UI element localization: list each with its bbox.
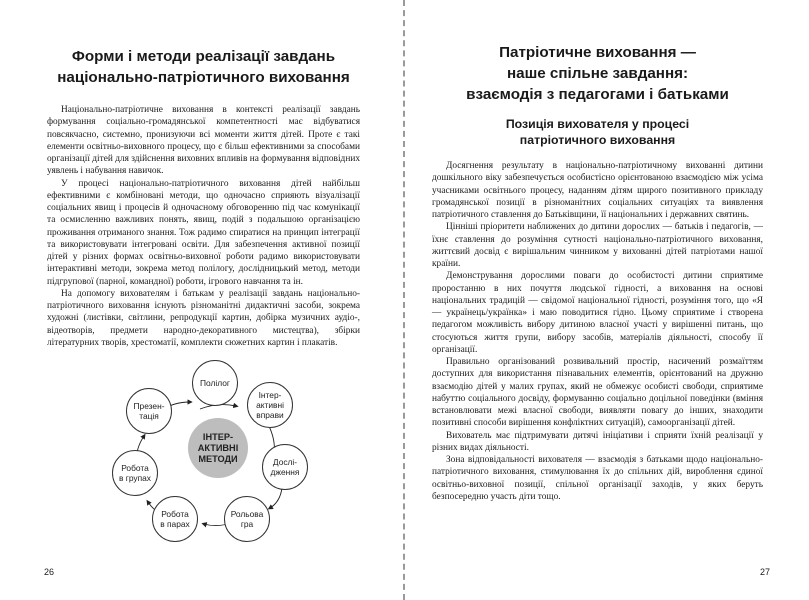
node-label: Рольова гра — [230, 508, 264, 529]
right-paragraph-6: Зона відповідальності вихователя — взаємодія з батьками щодо національно-патріотичного виховання, стимулювання їх до спільних дій, вироблення єдиної освітньо-виховної позиції, спільної організації заходів, у яких беруть безпосередню участь діти тощо. — [432, 455, 763, 502]
left-page-title — [47, 46, 360, 88]
interactive-methods-diagram — [100, 362, 320, 544]
right-paragraph-2: Цінніші пріоритети наближених до дитини дорослих — батьків і педагогів, — їхнє ставлення до розуміння сутності національно-патріотичного виховання, життєвий досвід є вирішальним чинником у вихованні дітей патріотами нашої країни. — [432, 222, 763, 269]
right-paragraph-3: Демонстрування дорослими поваги до особистості дитини сприятиме проростанню в них почуття людської гідності, а виховання на основі національних традицій — свідомої національної гідності, розуміння того, що «Я — українець/українка» і маю поводитися гідно. Цьому сприятиме і створена педагогом можливість вибору дитиною власної участі у вирішенні питань, що стосуються життя групи, вибору засобів, матеріалів діяльності, способу її організації. — [432, 271, 763, 355]
right-title-line-2: наше спільне завдання: — [506, 65, 689, 82]
subtitle-line-2: патріотичного виховання — [519, 133, 676, 147]
right-paragraph-5: Вихователь має підтримувати дитячі ініціативи і сприяти їхній реалізації у різних видах діяльності. — [432, 430, 763, 453]
node-research — [262, 444, 308, 490]
right-page-number: 27 — [760, 567, 771, 577]
left-page-number: 26 — [44, 567, 55, 577]
node-interactive-exercises — [247, 382, 293, 428]
right-page — [405, 0, 809, 600]
node-polilog — [192, 360, 238, 406]
node-label: Інтер- активні вправи — [256, 389, 284, 421]
node-label: Презен- тація — [133, 400, 165, 421]
subtitle-line-1: Позиція вихователя у процесі — [505, 117, 690, 131]
node-presentation — [126, 388, 172, 434]
center-node-label: ІНТЕР- АКТИВНІ МЕТОДИ — [197, 431, 239, 464]
node-label: Робота в парах — [160, 508, 190, 529]
left-paragraph-2: У процесі національно-патріотичного виховання дітей найбільш ефективними є комбіновані методи, що одночасно сприяють візуалізації соціальних явищ і процесів й одночасному обговоренню під час комунікації та осмисленню важливих понять, явищ, подій з подальшою організацією проживання отриманого знання. Тож радимо спиратися на принцип інтеграції та використовувати інтегровані освіти. Для забезпечення активної позиції дітей у різних формах освітньо-виховної роботи радимо використовувати інтерактивні методи, зокрема метод полілогу, дослідницький метод, методи підгрупової (парної, командної) роботи, ігрового навчання та ін. — [47, 178, 360, 287]
left-paragraph-3: На допомогу вихователям і батькам у реалізації завдань національно-патріотичного виховання існують різноманітні дидактичні засоби, зокрема художні (листівки, світлини, репродукції картин, добірка музичних аудіо-, відеотворів, предмети народно-декоративного мистецтва), збірки літературних творів, хрестоматії, комплекти сюжетних картин і плакатів. — [47, 288, 360, 348]
left-title-line-1: Форми і методи реалізації завдань — [71, 48, 336, 65]
node-group-work — [112, 450, 158, 496]
left-paragraph-1: Національно-патріотичне виховання в контексті реалізації завдань формування соціально-громадянської компетентності має відбуватися повсякчасно, системно, пронизуючи всі моменти життя дітей. Проте є такі елементи освітньо-виховного процесу, що є більш ефективними за способами організації дітей для здійснення виховних впливів на формування відповідних уявлень і набування навичок. — [47, 105, 360, 177]
node-label: Дослі- дження — [270, 456, 300, 477]
right-paragraph-4: Правильно організований розвивальний простір, насичений розмаїттям доступних для використання пізнавальних елементів, орієнтований на дружню взаємодію дітей у малих групах, який не обмежує особисті свободи, сприятиме набуттю соціального досвіду, формуванню соціально доцільної поведінки (вміння встановлювати межі власної свободи, виявляти повагу до інших, знаходити позитивні способи вирішення конфліктних ситуацій), самоорганізації дітей. — [432, 357, 763, 429]
right-page-subtitle — [432, 116, 763, 148]
right-title-line-1: Патріотичне виховання — — [499, 44, 696, 61]
node-label: Полілог — [200, 377, 230, 388]
node-label: Робота в групах — [119, 462, 151, 483]
right-page-title — [432, 42, 763, 105]
right-title-line-3: взаємодія з педагогами і батьками — [466, 86, 729, 103]
left-title-line-2: національно-патріотичного виховання — [57, 69, 350, 86]
node-pair-work — [152, 496, 198, 542]
center-node — [188, 418, 248, 478]
node-role-play — [224, 496, 270, 542]
right-paragraph-1: Досягнення результату в національно-патріотичному вихованні дитини дошкільного віку забезпечується особистісно орієнтованою взаємодією між усіма учасниками освітнього процесу, наданням дітям щирого позитивного прикладу громадянської позиції в різноманітних соціальних ситуаціях та виявлення патріотичного ставлення до Батьківщини, її національних і державних святинь. — [432, 161, 763, 220]
